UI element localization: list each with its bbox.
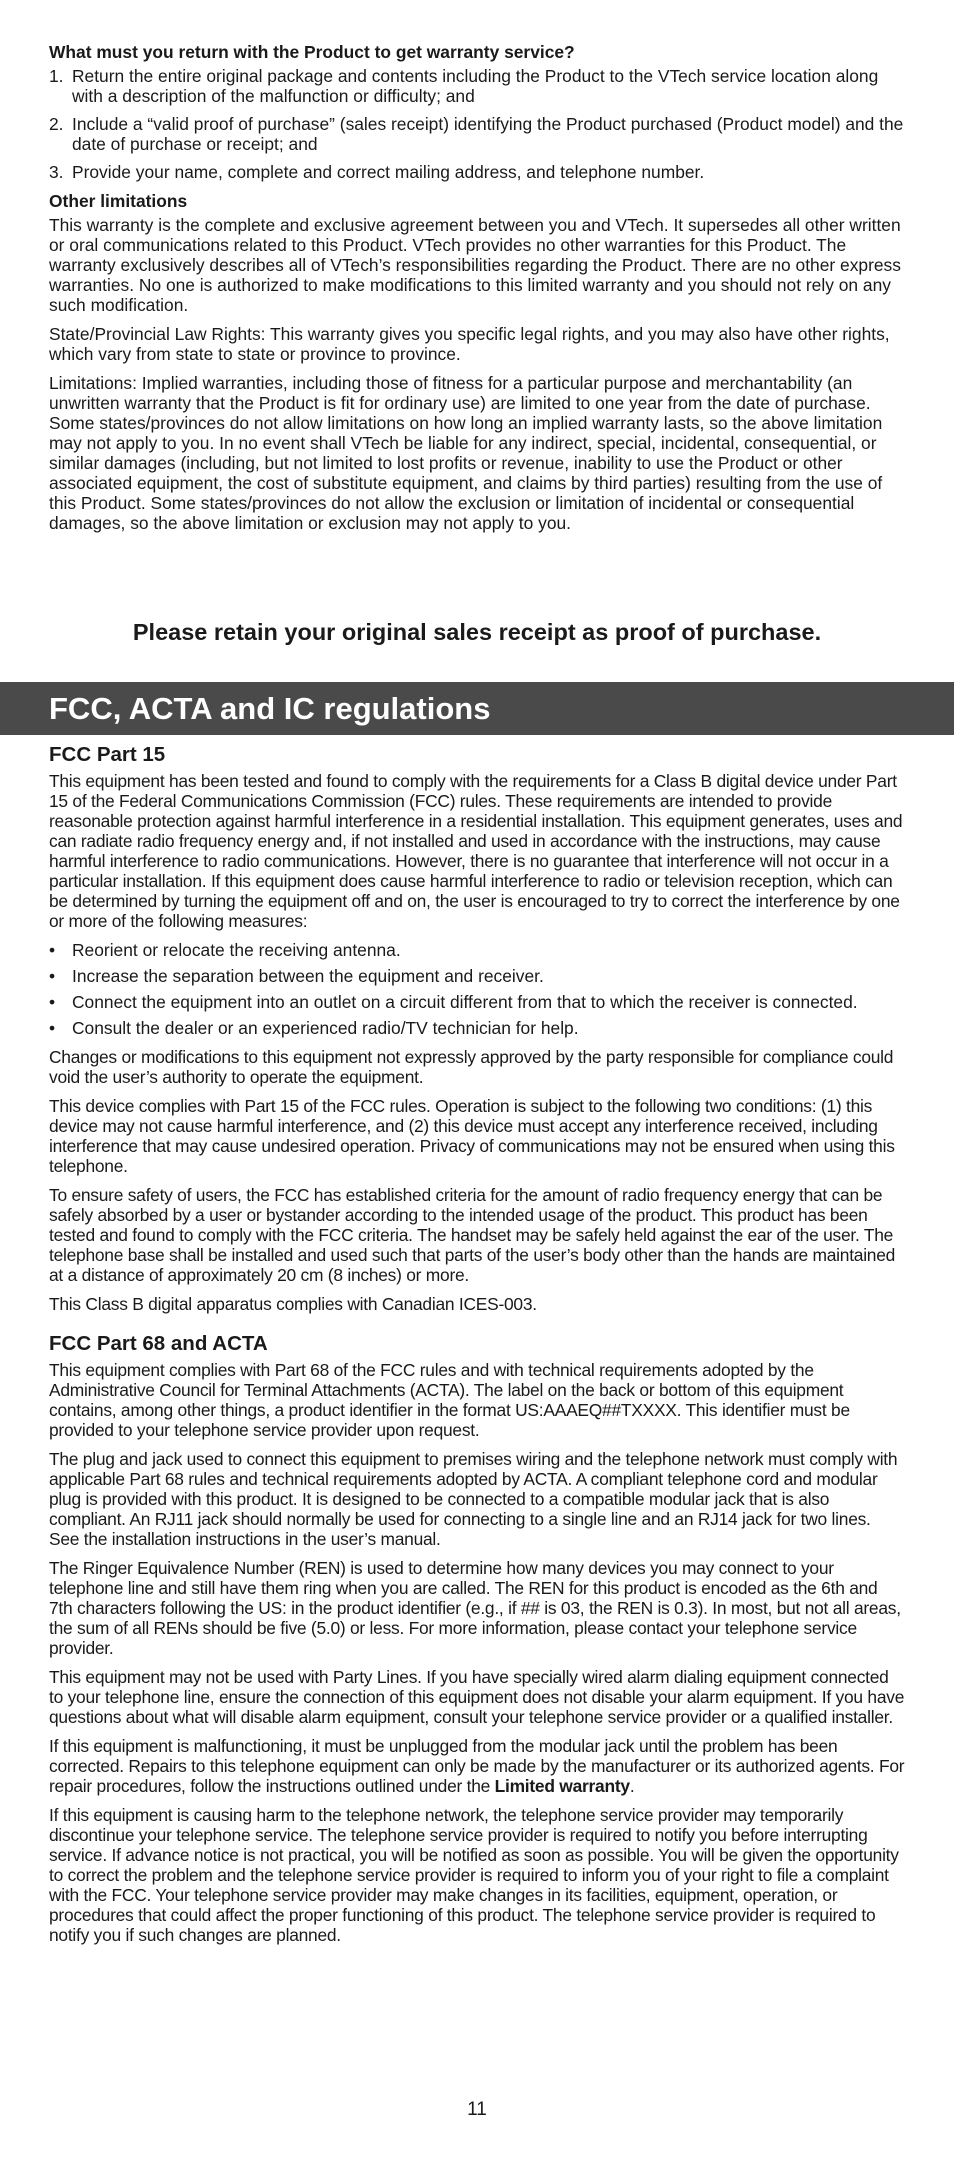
paragraph: Limitations: Implied warranties, including those of fitness for a particular purpose and merchantability (an unwritten warranty that the Product is fit for ordinary use) are limited to one year from the date of purchase. Some states/provinces do not allow limitations on how long an implied warranty lasts, so the above limitation may not apply to you. In no event shall VTech be liable for any indirect, special, incidental, consequential, or similar damages (including, but not limited to lost profits or revenue, inability to use the Product or other associated equipment, the cost of substitute equipment, and claims by third parties) resulting from the use of this Product. Some states/provinces do not allow the exclusion or limitation of incidental or consequential damages, so the above limitation or exclusion may not apply to you. bbox=[49, 373, 883, 533]
list-item bbox=[49, 1018, 905, 1038]
list-text: Increase the separation between the equipment and receiver. bbox=[72, 966, 544, 986]
list-item bbox=[49, 966, 905, 986]
paragraph bbox=[49, 1736, 905, 1796]
bullet-icon: • bbox=[49, 992, 56, 1012]
bullet-icon: • bbox=[49, 1018, 56, 1038]
malfunction-text: If this equipment is malfunctioning, it must be unplugged from the modular jack until the problem has been corrected. Repairs to this telephone equipment can only be made by the manufacturer or its authorized agents. For repair procedures, follow the instructions outlined under the bbox=[49, 1736, 905, 1796]
list-text: Provide your name, complete and correct mailing address, and telephone number. bbox=[72, 162, 705, 182]
page-number: 11 bbox=[467, 2099, 487, 2120]
paragraph: Changes or modifications to this equipment not expressly approved by the party responsible for compliance could void the user’s authority to operate the equipment. bbox=[49, 1047, 894, 1087]
fcc-part15-heading: FCC Part 15 bbox=[49, 743, 166, 766]
list-number: 1. bbox=[49, 66, 64, 86]
paragraph: This device complies with Part 15 of the FCC rules. Operation is subject to the following two conditions: (1) this device may not cause harmful interference, and (2) this device must accept any interference received, including interference that may cause undesired operation. Privacy of communications may not be ensured when using this telephone. bbox=[49, 1096, 895, 1176]
list-item bbox=[49, 940, 905, 960]
list-item bbox=[49, 992, 905, 1012]
list-text: Reorient or relocate the receiving antenna. bbox=[72, 940, 401, 960]
list-text: Return the entire original package and contents including the Product to the VTech service location along with a description of the malfunction or difficulty; and bbox=[72, 66, 879, 106]
paragraph: This equipment complies with Part 68 of the FCC rules and with technical requirements adopted by the Administrative Council for Terminal Attachments (ACTA). The label on the back or bottom of this equipment contains, among other things, a product identifier in the format US:AAAEQ##TXXXX. This identifier must be provided to your telephone service provider upon request. bbox=[49, 1360, 850, 1440]
list-number: 3. bbox=[49, 162, 64, 182]
receipt-notice: Please retain your original sales receipt as proof of purchase. bbox=[132, 619, 822, 645]
limited-warranty-reference: Limited warranty bbox=[494, 1776, 630, 1796]
list-item bbox=[49, 66, 905, 106]
return-heading: What must you return with the Product to get warranty service? bbox=[49, 42, 575, 62]
paragraph: If this equipment is causing harm to the telephone network, the telephone service provider may temporarily discontinue your telephone service. The telephone service provider is required to notify you before interrupting service. If advance notice is not practical, you will be notified as soon as possible. You will be given the opportunity to correct the problem and the telephone service provider is required to inform you of your right to file a complaint with the FCC. Your telephone service provider may make changes in its facilities, equipment, operation, or procedures that could affect the proper functioning of this product. The telephone service provider is required to notify you if such changes are planned. bbox=[49, 1805, 899, 1945]
warranty-section bbox=[49, 42, 905, 542]
paragraph: The plug and jack used to connect this equipment to premises wiring and the telephone network must comply with applicable Part 68 rules and technical requirements adopted by ACTA. A compliant telephone cord and modular plug is provided with this product. It is designed to be connected to a compatible modular jack that is also compliant. An RJ11 jack should normally be used for connecting to a single line and an RJ14 jack for two lines. See the installation instructions in the user’s manual. bbox=[49, 1449, 898, 1549]
paragraph: This equipment may not be used with Party Lines. If you have specially wired alarm dialing equipment connected to your telephone line, ensure the connection of this equipment does not disable your alarm equipment. If you have questions about what will disable alarm equipment, consult your telephone service provider or a qualified installer. bbox=[49, 1667, 905, 1727]
paragraph: The Ringer Equivalence Number (REN) is used to determine how many devices you may connect to your telephone line and still have them ring when you are called. The REN for this product is encoded as the 6th and 7th characters following the US: in the product identifier (e.g., if ## is 03, the REN is 0.3). In most, but not all areas, the sum of all RENs should be five (5.0) or less. For more information, please contact your telephone service provider. bbox=[49, 1558, 901, 1658]
fcc-section bbox=[49, 743, 905, 1954]
paragraph: State/Provincial Law Rights: This warranty gives you specific legal rights, and you may also have other rights, which vary from state to state or province to province. bbox=[49, 324, 890, 364]
other-limitations-heading: Other limitations bbox=[49, 191, 188, 211]
section-banner bbox=[0, 682, 954, 735]
list-text: Include a “valid proof of purchase” (sales receipt) identifying the Product purchased (Product model) and the date of purchase or receipt; and bbox=[72, 114, 904, 154]
list-item bbox=[49, 162, 905, 182]
list-text: Consult the dealer or an experienced radio/TV technician for help. bbox=[72, 1018, 579, 1038]
period: . bbox=[629, 1776, 635, 1796]
list-number: 2. bbox=[49, 114, 64, 134]
list-text: Connect the equipment into an outlet on a circuit different from that to which the receiver is connected. bbox=[72, 992, 858, 1012]
paragraph: This equipment has been tested and found to comply with the requirements for a Class B digital device under Part 15 of the Federal Communications Commission (FCC) rules. These requirements are intended to provide reasonable protection against harmful interference in a residential installation. This equipment generates, uses and can radiate radio frequency energy and, if not installed and used in accordance with the instructions, may cause harmful interference to radio communications. However, there is no guarantee that interference will not occur in a particular installation. If this equipment does cause harmful interference to radio or television reception, which can be determined by turning the equipment off and on, the user is encouraged to try to correct the interference by one or more of the following measures: bbox=[49, 771, 903, 931]
fcc-part68-heading: FCC Part 68 and ACTA bbox=[49, 1332, 268, 1355]
measures-list bbox=[49, 940, 905, 1038]
bullet-icon: • bbox=[49, 940, 56, 960]
paragraph: To ensure safety of users, the FCC has established criteria for the amount of radio frequency energy that can be safely absorbed by a user or bystander according to the intended usage of the product. This product has been tested and found to comply with the FCC criteria. The handset may be safely held against the ear of the user. The telephone base shall be installed and used such that parts of the user’s body other than the hands are maintained at a distance of approximately 20 cm (8 inches) or more. bbox=[49, 1185, 896, 1285]
section-title: FCC, ACTA and IC regulations bbox=[49, 691, 491, 726]
list-item bbox=[49, 114, 905, 154]
paragraph: This warranty is the complete and exclusive agreement between you and VTech. It supersedes all other written or oral communications related to this Product. VTech provides no other warranties for this Product. The warranty exclusively describes all of VTech’s responsibilities regarding the Product. There are no other express warranties. No one is authorized to make modifications to this limited warranty and you should not rely on any such modification. bbox=[49, 215, 901, 315]
return-list bbox=[49, 66, 905, 182]
paragraph: This Class B digital apparatus complies with Canadian ICES-003. bbox=[49, 1294, 537, 1314]
bullet-icon: • bbox=[49, 966, 56, 986]
